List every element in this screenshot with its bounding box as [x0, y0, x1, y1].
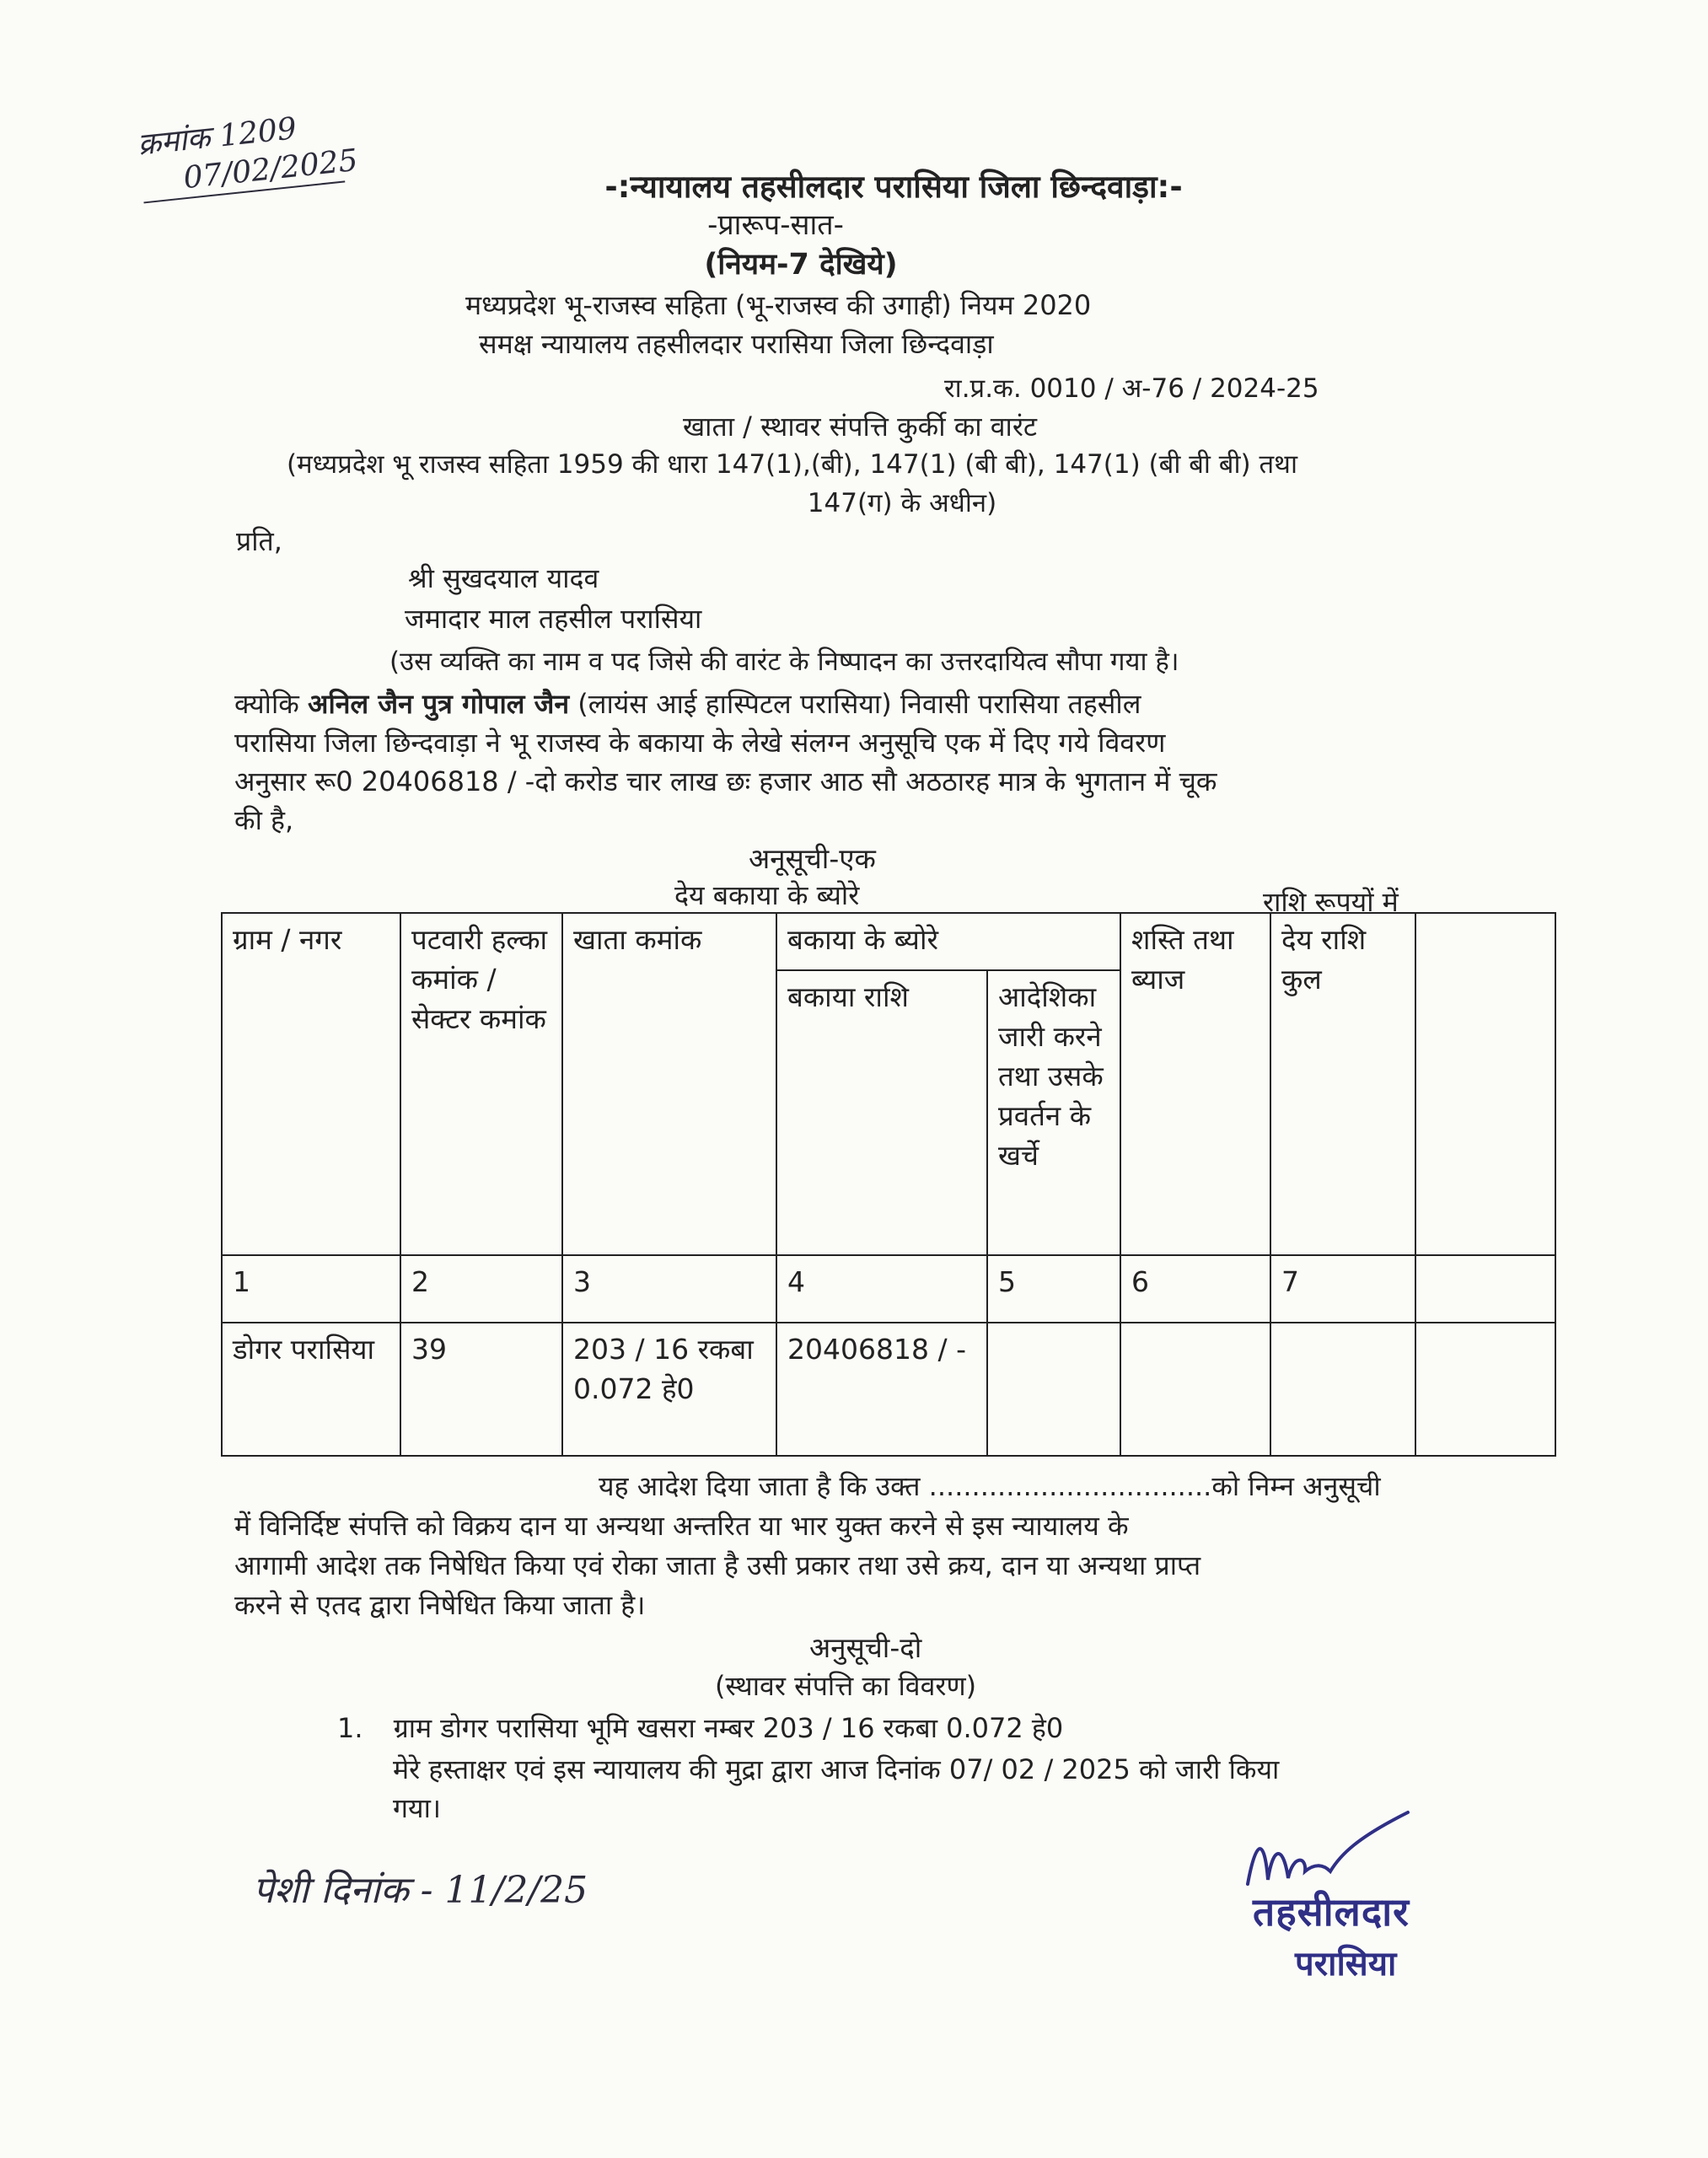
order-line3: आगामी आदेश तक निषेधित किया एवं रोका जाता है उसी प्रकार तथा उसे क्रय, दान या अन्यथा प्राप्त	[234, 1549, 1201, 1581]
rule-reference: (नियम-7 देखिये)	[704, 248, 898, 282]
dues-table	[221, 912, 1556, 1457]
cell-patwari: 39	[400, 1323, 562, 1456]
issue-date: 07/ 02 / 2025	[948, 1753, 1131, 1785]
order-line2: में विनिर्दिष्ट संपत्ति को विक्रय दान या अन्यथा अन्तरित या भार युक्त करने से इस न्यायालय के	[234, 1510, 1129, 1542]
cell-blank	[1415, 1323, 1555, 1456]
warrant-title: खाता / स्थावर संपत्ति कुर्की का वारंट	[683, 411, 1038, 443]
cell-penalty	[1120, 1323, 1270, 1456]
addressee-note: (उस व्यक्ति का नाम व पद जिसे की वारंट के निष्पादन का उत्तरदायित्व सौपा गया है।	[389, 647, 1179, 677]
order-line1: यह आदेश दिया जाता है कि उक्त .................................को निम्न अनुसूची	[599, 1470, 1381, 1502]
col-number-2: 2	[400, 1255, 562, 1323]
case-number: रा.प्र.क. 0010 / अ-76 / 2024-25	[944, 373, 1319, 404]
body-line1: (लायंस आई हास्पिटल परासिया) निवासी परासिया तहसील	[569, 688, 1141, 720]
schedule2-subtitle: (स्थावर संपत्ति का विवरण)	[715, 1670, 977, 1702]
column-number-row	[222, 1255, 1555, 1323]
schedule1-unit-note: राशि रूपयों में	[1263, 886, 1399, 918]
stamp-place: परासिया	[1295, 1945, 1397, 1984]
col-number-4: 4	[776, 1255, 987, 1323]
header-total: देय राशि कुल	[1270, 913, 1415, 1255]
header-penalty: शस्ति तथा ब्याज	[1120, 913, 1270, 1255]
schedule1-title: अनूसूची-एक	[749, 842, 876, 875]
addressee-post: जमादार माल तहसील परासिया	[405, 603, 702, 635]
body-line2: परासिया जिला छिन्दवाड़ा ने भू राजस्व के बकाया के लेखे संलग्न अनुसूचि एक में दिए गये विवरण	[234, 727, 1166, 759]
col-number-3: 3	[562, 1255, 776, 1323]
col-number-5: 5	[987, 1255, 1120, 1323]
header-village: ग्राम / नगर	[222, 913, 400, 1255]
debtor-name: अनिल जैन पुत्र गोपाल जैन	[308, 688, 570, 720]
cell-village: डोगर परासिया	[222, 1323, 400, 1456]
inward-number: क्रमांक 1209	[136, 111, 298, 163]
addressee-name: श्री सुखदयाल यादव	[408, 562, 599, 594]
section-reference-1: (मध्यप्रदेश भू राजस्व सहिता 1959 की धारा 147(1),(बी), 147(1) (बी बी), 147(1) (बी बी बी) तथा	[287, 449, 1297, 480]
header-patwari: पटवारी हल्का कमांक / सेक्टर कमांक	[400, 913, 562, 1255]
issue-text-post: को जारी किया	[1130, 1753, 1280, 1785]
body-prefix: क्योकि	[234, 688, 309, 720]
item-text: ग्राम डोगर परासिया भूमि खसरा नम्बर 203 / 16 रकबा 0.072 हे0	[393, 1712, 1064, 1744]
inward-note	[136, 100, 395, 204]
header-blank	[1415, 913, 1555, 1255]
section-reference-2: 147(ग) के अधीन)	[807, 488, 997, 518]
cell-amount: 20406818 / -	[776, 1323, 987, 1456]
item-number: 1.	[337, 1712, 363, 1744]
issue-text-pre: मेरे हस्ताक्षर एवं इस न्यायालय की मुद्रा द्वारा आज दिनांक	[393, 1753, 949, 1785]
col-number-blank	[1415, 1255, 1555, 1323]
header-process-cost: आदेशिका जारी करने तथा उसके प्रवर्तन के खर्चे	[987, 970, 1120, 1254]
header-arrears-details: बकाया के ब्योरे	[776, 913, 1120, 970]
stamp-title: तहसीलदार	[1253, 1889, 1410, 1935]
col-number-7: 7	[1270, 1255, 1415, 1323]
issue-line2: गया।	[393, 1792, 441, 1824]
act-line: मध्यप्रदेश भू-राजस्व सहिता (भू-राजस्व की उगाही) नियम 2020	[465, 289, 1092, 321]
table-row	[222, 1323, 1555, 1456]
body-line4: की है,	[234, 804, 294, 836]
col-number-1: 1	[222, 1255, 400, 1323]
court-line: समक्ष न्यायालय तहसीलदार परासिया जिला छिन्दवाड़ा	[479, 328, 994, 360]
cell-cost	[987, 1323, 1120, 1456]
body-paragraph	[234, 684, 1575, 840]
to-label: प्रति,	[236, 525, 282, 557]
schedule1-subtitle: देय बकाया के ब्योरे	[674, 879, 860, 911]
body-line3: अनुसार रू0 20406818 / -दो करोड चार लाख छः हजार आठ सौ अठठारह मात्र के भुगतान में चूक	[234, 765, 1217, 797]
col-number-6: 6	[1120, 1255, 1270, 1323]
header-arrears-amount: बकाया राशि	[776, 970, 987, 1254]
cell-khata: 203 / 16 रकबा 0.072 हे0	[562, 1323, 776, 1456]
hearing-note: पेशी दिनांक - 11/2/25	[253, 1869, 588, 1912]
header-khata: खाता कमांक	[562, 913, 776, 1255]
cell-total	[1270, 1323, 1415, 1456]
schedule2-title: अनुसूची-दो	[809, 1631, 922, 1664]
order-paragraph	[234, 1467, 1575, 1625]
court-header: -:न्यायालय तहसीलदार परासिया जिला छिन्दवाड़ा:-	[604, 169, 1183, 205]
inward-date: 07/02/2025	[140, 143, 346, 204]
form-title: -प्रारूप-सात-	[707, 208, 844, 242]
schedule2-item	[337, 1710, 1063, 1747]
order-line4: करने से एतद द्वारा निषेधित किया जाता है।	[234, 1589, 646, 1621]
